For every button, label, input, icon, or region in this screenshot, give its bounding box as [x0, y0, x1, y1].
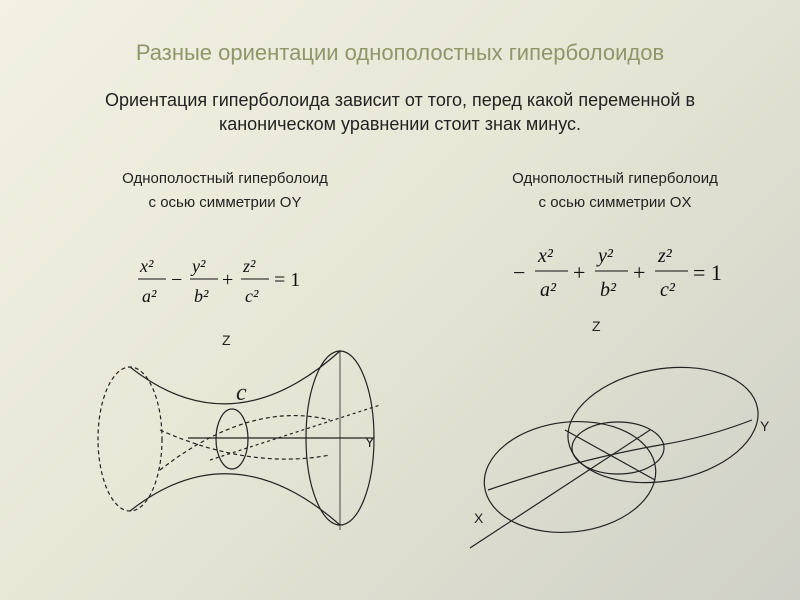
slide-title: Разные ориентации однополостных гиперболоидов [135, 40, 665, 65]
svg-text:y²: y² [598, 245, 613, 267]
right-back-ellipse [559, 353, 768, 497]
svg-text:z²: z² [243, 256, 256, 276]
right-x-label: X [474, 510, 484, 526]
svg-text:+: + [573, 260, 586, 285]
right-z-label: Z [592, 318, 601, 334]
svg-text:x²: x² [538, 245, 553, 267]
svg-text:= 1: = 1 [693, 260, 722, 285]
right-x-axis [470, 430, 650, 548]
svg-text:c²: c² [245, 286, 259, 306]
slide-subtitle: Ориентация гиперболоида зависит от того, перед какой переменной в каноническом уравнении стоит знак минус. [104, 90, 696, 134]
svg-text:a²: a² [142, 286, 157, 306]
right-waist-ellipse [572, 422, 664, 474]
right-y-label: Y [760, 418, 770, 434]
svg-text:+: + [633, 260, 646, 285]
left-caption-line2: с осью симметрии OY [148, 194, 302, 211]
left-c-label: c [236, 380, 247, 406]
right-curve-2 [565, 430, 655, 480]
svg-text:= 1: = 1 [274, 269, 301, 291]
svg-text:b²: b² [600, 279, 616, 301]
left-y-label: Y [365, 434, 375, 450]
svg-text:z²: z² [658, 245, 672, 267]
svg-text:y²: y² [192, 256, 206, 276]
left-z-label: Z [222, 332, 231, 348]
right-curve-1 [488, 420, 752, 490]
svg-text:a²: a² [540, 279, 556, 301]
svg-text:−: − [513, 260, 526, 285]
svg-text:c²: c² [660, 279, 675, 301]
svg-text:−: − [171, 269, 183, 291]
right-caption-line2: с осью симметрии OX [538, 194, 692, 211]
svg-text:+: + [222, 269, 234, 291]
left-caption-line1: Однополостный гиперболоид [122, 170, 328, 187]
svg-text:b²: b² [194, 286, 209, 306]
svg-text:x²: x² [140, 256, 154, 276]
right-caption-line1: Однополостный гиперболоид [512, 170, 718, 187]
